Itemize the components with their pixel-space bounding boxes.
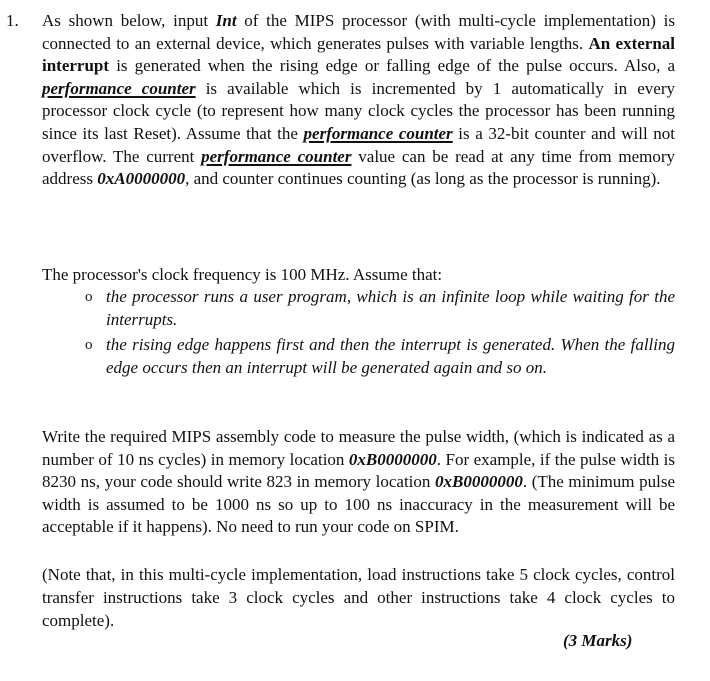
intro-text-5: is a 32-bit counter and will not overflow. The current bbox=[42, 123, 675, 166]
intro-text-4: is available which is incremented by 1 automatically in every processor clock cycle (to represent how many clock cycles the processor has been running since its last Reset). Assume that the bbox=[42, 78, 675, 143]
assumption-text: the rising edge happens first and then the interrupt is generated. When the falling edge occurs then an interrupt will be generated again and so on. bbox=[106, 335, 675, 377]
task-paragraph bbox=[42, 426, 675, 539]
marks-label: (3 Marks) bbox=[563, 631, 633, 650]
int-input-term: Int bbox=[215, 11, 237, 30]
performance-counter-term-2: performance counter bbox=[303, 123, 453, 143]
circle-bullet-icon: o bbox=[85, 337, 93, 354]
assumption-text: the processor runs a user program, which is an infinite loop while waiting for the interrupts. bbox=[106, 287, 675, 329]
intro-text-6: value can be read at any time from memory address bbox=[42, 146, 675, 189]
performance-counter-term-3: performance counter bbox=[201, 146, 352, 166]
task-text-1: Write the required MIPS assembly code to measure the pulse width, (which is indicated as a number of 10 ns cycles) in memory location bbox=[42, 427, 675, 469]
question-number: 1. bbox=[6, 11, 19, 30]
assumption-item bbox=[42, 286, 675, 331]
assumption-item bbox=[42, 334, 675, 379]
intro-text-3: is generated when the rising edge or falling edge of the pulse occurs. Also, a bbox=[109, 56, 675, 76]
result-address-1: 0xB0000000 bbox=[348, 449, 437, 469]
result-address-2: 0xB0000000 bbox=[435, 472, 523, 492]
assumption-list bbox=[42, 286, 675, 379]
intro-text-7: , and counter continues counting (as long as the processor is running). bbox=[185, 169, 661, 189]
note-paragraph: (Note that, in this multi-cycle implementation, load instructions take 5 clock cycles, control transfer instructions take 3 clock cycles and other instructions take 4 clock cycles to complete). bbox=[42, 565, 675, 630]
circle-bullet-icon: o bbox=[85, 289, 93, 305]
task-text-2: . For example, if the pulse width is 8230 ns, your code should write 823 in memory location bbox=[42, 449, 675, 492]
performance-counter-term-1: performance counter bbox=[42, 78, 196, 98]
intro-paragraph bbox=[42, 10, 675, 191]
task-text-3: . (The minimum pulse width is assumed to be 1000 ns so up to 100 ns inaccuracy in the measurement will be acceptable if it happens). No need to run your code on SPIM. bbox=[42, 472, 675, 537]
clock-frequency-line: The processor's clock frequency is 100 MHz. Assume that: bbox=[42, 265, 443, 284]
intro-text-1: As shown below, input bbox=[42, 11, 216, 30]
external-interrupt-term: An external interrupt bbox=[42, 33, 675, 76]
counter-address: 0xA0000000 bbox=[97, 169, 186, 189]
intro-text-2: of the MIPS processor (with multi-cycle implementation) is connected to an external device, which generates pulses with variable lengths. bbox=[42, 11, 675, 53]
